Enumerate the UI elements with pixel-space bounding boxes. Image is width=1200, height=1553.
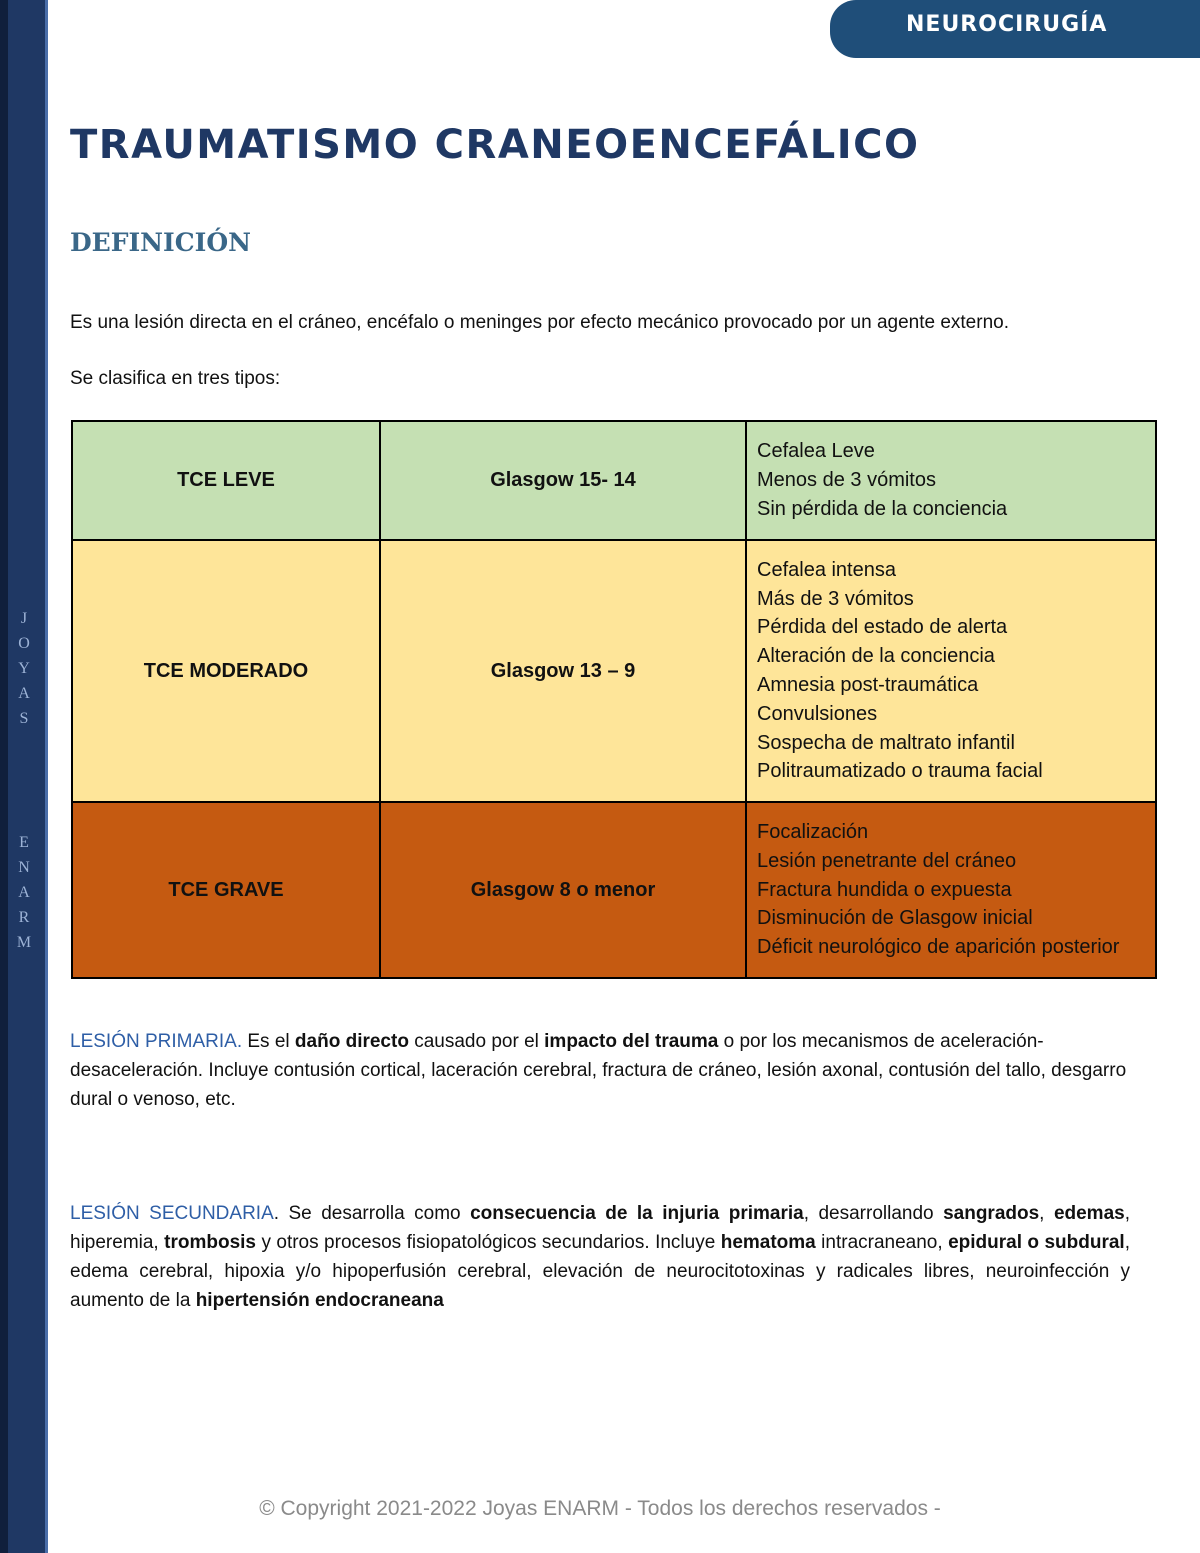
text-run: , edema cerebral, hipoxia y/o hipoperfusión cerebral, elevación de neurocitotoxinas y radicales libres, neuroinfección y aumento de la — [70, 1232, 1130, 1311]
sign-item: Cefalea intensa — [757, 558, 896, 581]
cell-type: TCE GRAVE — [72, 802, 380, 978]
text-run: o por los mecanismos de aceleración-desaceleración. Incluye contusión cortical, laceración cerebral, fractura de cráneo, lesión axonal, contusión del tallo, desgarro dural o venoso, etc. — [70, 1031, 1127, 1110]
cell-signs — [746, 421, 1156, 540]
side-letters-joyas — [8, 606, 40, 731]
cell-glasgow: Glasgow 15- 14 — [380, 421, 746, 540]
classification-table — [71, 420, 1157, 979]
side-letters-enarm — [8, 830, 40, 955]
header-tab-label: NEUROCIRUGÍA — [906, 12, 1108, 37]
classification-intro: Se clasifica en tres tipos: — [70, 368, 281, 389]
sign-item: Lesión penetrante del cráneo — [757, 849, 1017, 872]
sign-item: Fractura hundida o expuesta — [757, 878, 1012, 901]
side-bar — [0, 0, 48, 1553]
text-run-bold: trombosis — [164, 1232, 257, 1253]
cell-type: TCE LEVE — [72, 421, 380, 540]
text-run-bold: hematoma — [720, 1232, 816, 1253]
side-letter: Y — [18, 660, 30, 677]
text-run-bold: sangrados — [943, 1203, 1040, 1224]
table-row-leve — [72, 421, 1156, 540]
sign-item: Menos de 3 vómitos — [757, 469, 936, 492]
primary-lesion-label: LESIÓN PRIMARIA. — [70, 1031, 243, 1052]
text-run: y otros procesos fisiopatológicos secundarios. Incluye — [256, 1232, 721, 1253]
definition-text: Es una lesión directa en el cráneo, encéfalo o meninges por efecto mecánico provocado por un agente externo. — [70, 312, 1009, 333]
table-row-moderado — [72, 540, 1156, 802]
text-run: , desarrollando — [803, 1203, 944, 1224]
cell-signs — [746, 802, 1156, 978]
sign-item: Sin pérdida de la conciencia — [757, 497, 1008, 520]
sign-item: Convulsiones — [757, 702, 878, 725]
text-run: causado por el — [408, 1031, 545, 1052]
primary-lesion-paragraph — [70, 1027, 1130, 1114]
text-run: Es el — [242, 1031, 295, 1052]
side-letter: N — [18, 859, 30, 876]
cell-type: TCE MODERADO — [72, 540, 380, 802]
sign-item: Cefalea Leve — [757, 440, 875, 463]
sign-item: Más de 3 vómitos — [757, 587, 914, 610]
sign-item: Amnesia post-traumática — [757, 674, 979, 696]
page-title: TRAUMATISMO CRANEOENCEFÁLICO — [70, 122, 920, 168]
section-title: DEFINICIÓN — [70, 228, 251, 257]
sign-item: Sospecha de maltrato infantil — [757, 731, 1015, 754]
sign-item: Focalización — [757, 821, 869, 843]
side-bar-strip — [0, 0, 8, 1553]
cell-signs — [746, 540, 1156, 802]
side-letter: A — [18, 685, 30, 702]
secondary-lesion-paragraph — [70, 1199, 1130, 1315]
text-run-bold: consecuencia de la injuria primaria — [470, 1203, 804, 1224]
text-run-bold: hipertensión endocraneana — [195, 1290, 444, 1311]
sign-item: Politraumatizado o trauma facial — [757, 760, 1043, 783]
secondary-lesion-label: LESIÓN SECUNDARIA — [70, 1203, 274, 1224]
side-letter: S — [19, 710, 29, 727]
side-letter: A — [18, 884, 30, 901]
sign-item: Pérdida del estado de alerta — [757, 616, 1008, 639]
text-run-bold: edemas — [1053, 1203, 1125, 1224]
sign-item: Disminución de Glasgow inicial — [757, 907, 1033, 930]
side-letter: E — [19, 834, 29, 851]
text-run: intracraneano, — [815, 1232, 949, 1253]
text-run: , — [1039, 1203, 1054, 1224]
text-run: . Se desarrolla como — [273, 1203, 471, 1224]
text-run-bold: epidural o subdural — [948, 1232, 1125, 1253]
sign-item: Alteración de la conciencia — [757, 645, 995, 668]
sign-item: Déficit neurológico de aparición posterior — [757, 936, 1120, 959]
side-letter: O — [18, 635, 30, 652]
table-row-grave — [72, 802, 1156, 978]
side-letter: J — [20, 610, 28, 627]
side-letter: M — [16, 934, 32, 951]
text-run-bold: daño directo — [294, 1031, 409, 1052]
cell-glasgow: Glasgow 8 o menor — [380, 802, 746, 978]
text-run-bold: impacto del trauma — [544, 1031, 719, 1052]
side-letter: R — [18, 909, 30, 926]
text-run: , hiperemia, — [70, 1203, 1130, 1253]
cell-glasgow: Glasgow 13 – 9 — [380, 540, 746, 802]
copyright-footer: © Copyright 2021-2022 Joyas ENARM - Todos los derechos reservados - — [259, 1497, 941, 1520]
